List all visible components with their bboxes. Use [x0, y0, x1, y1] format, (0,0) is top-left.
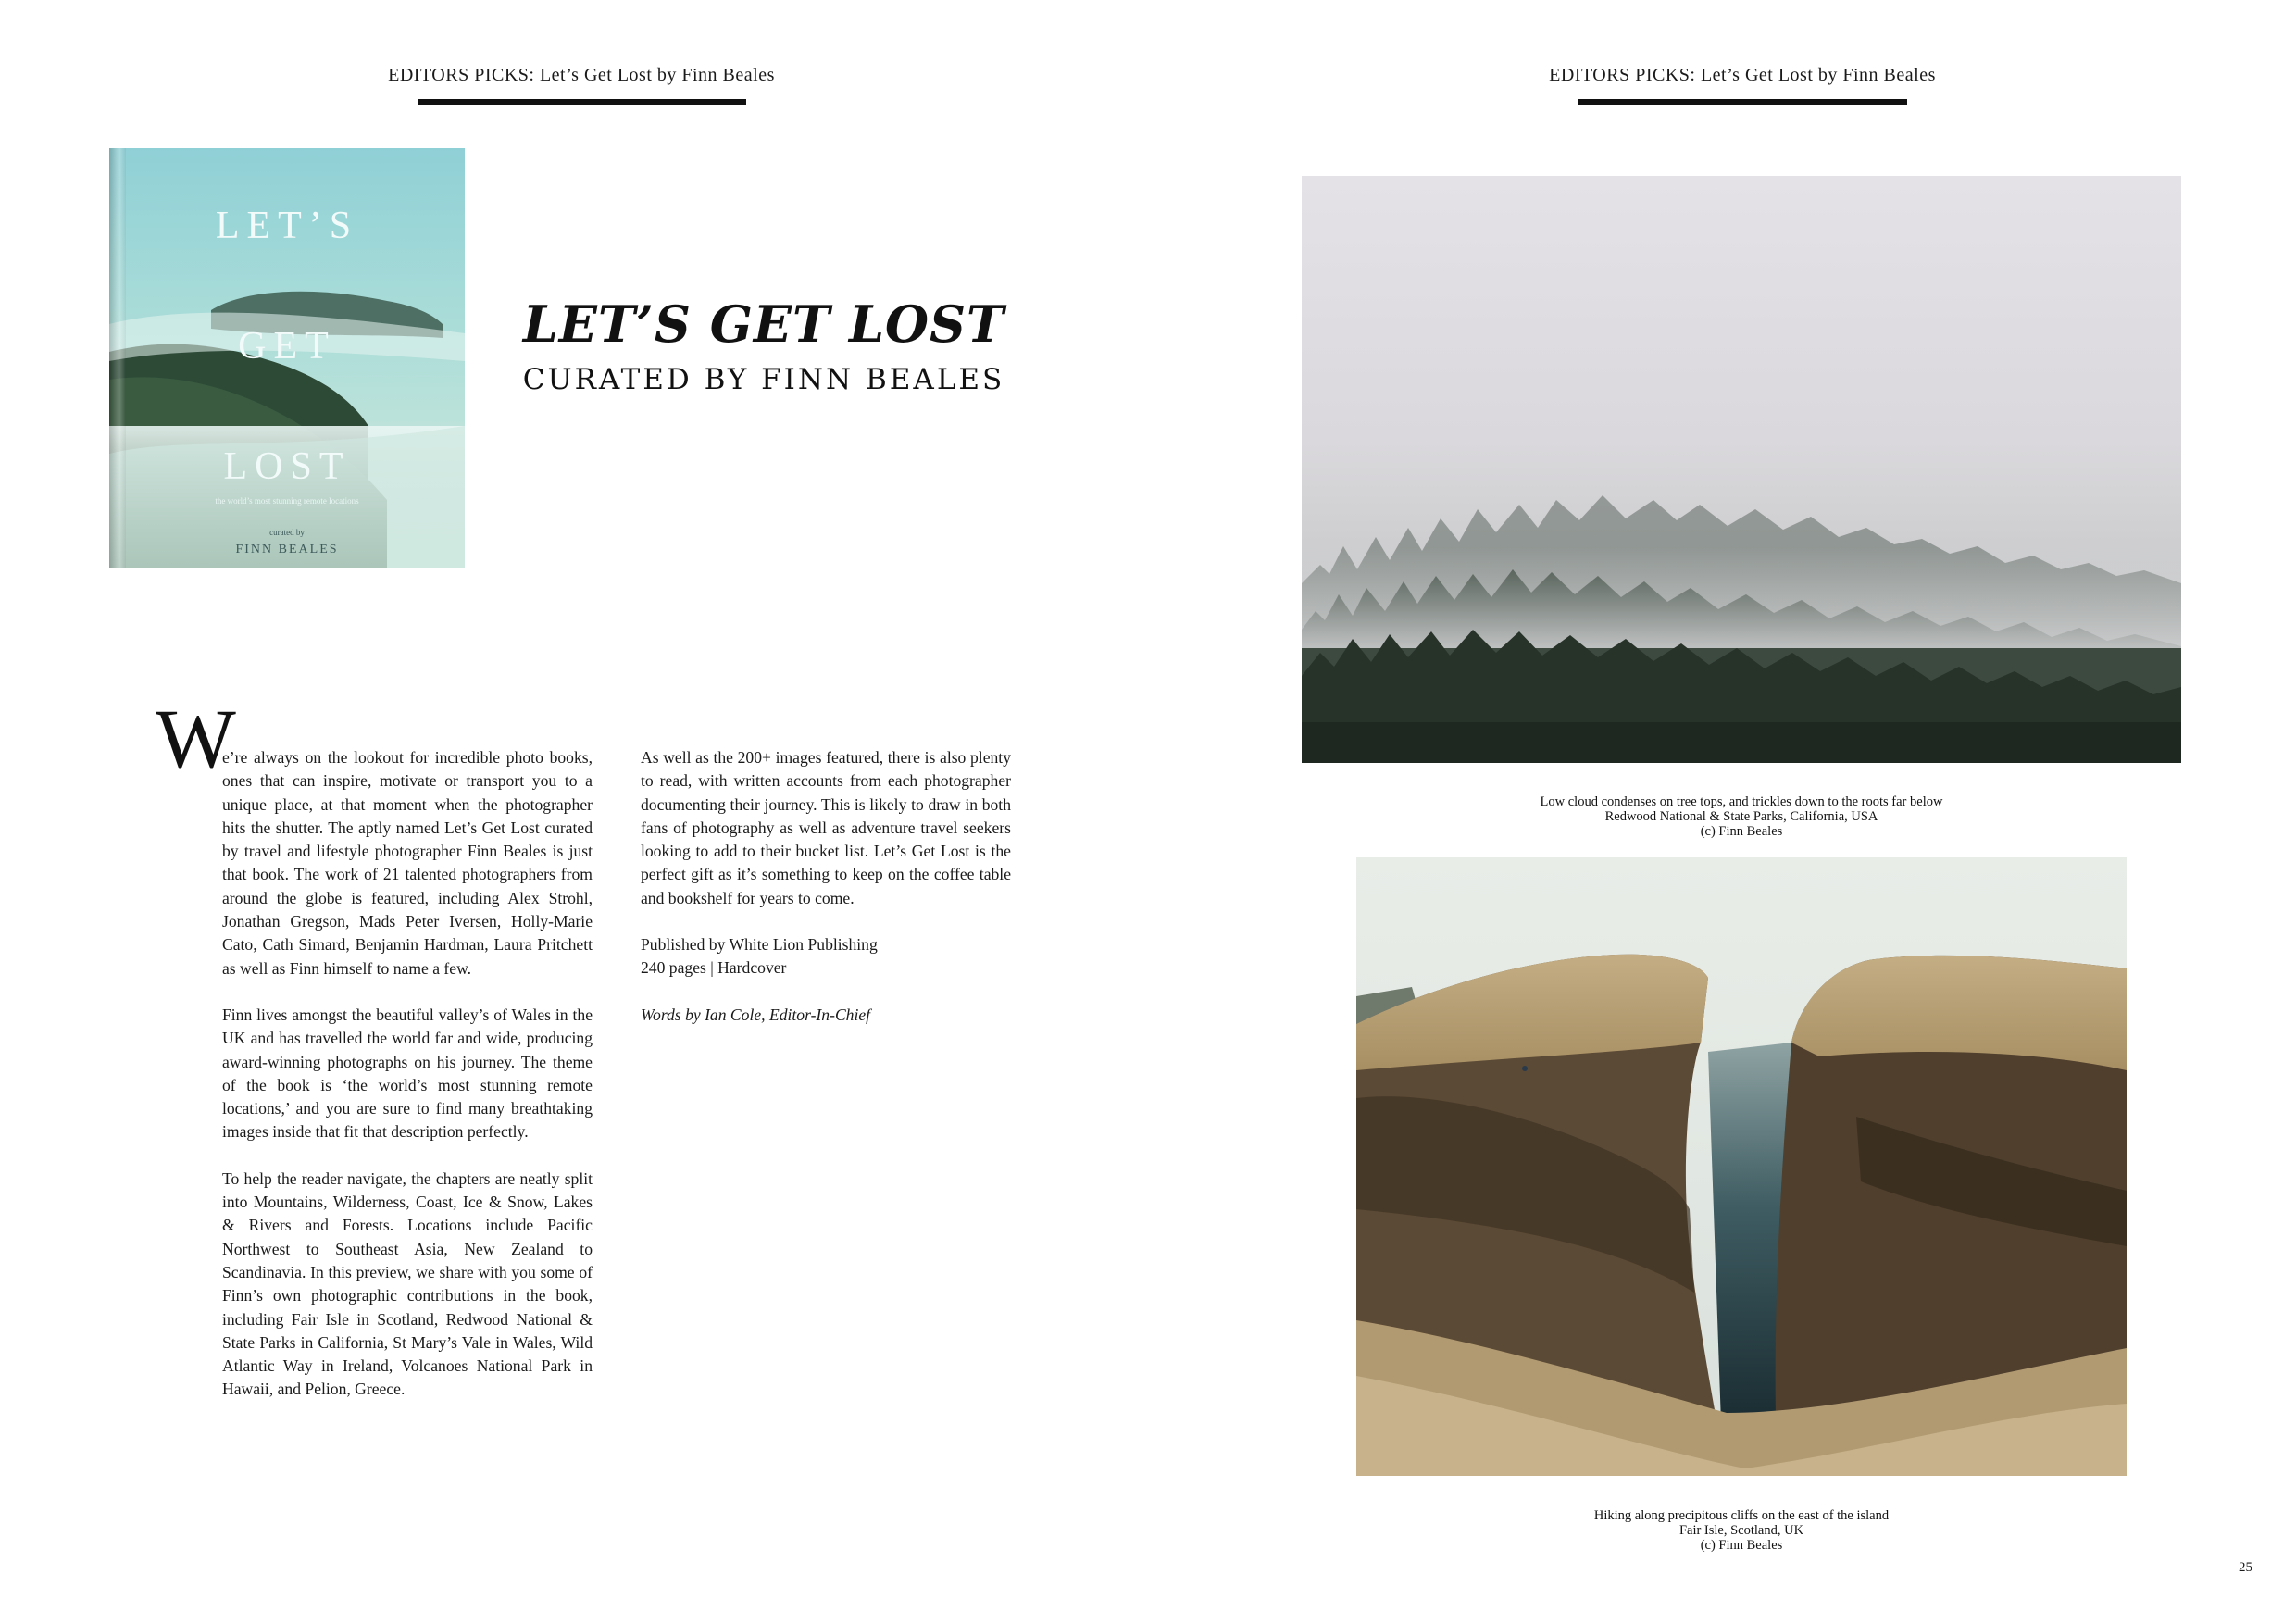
article-subtitle: CURATED BY FINN BEALES	[522, 363, 1005, 396]
cover-title-word-2: GET	[238, 325, 336, 368]
cover-title-word-3: LOST	[223, 445, 351, 488]
book-cover	[109, 148, 465, 568]
cover-tagline: the world’s most stunning remote locations	[215, 496, 359, 506]
caption-cliffs-description: Hiking along precipitous cliffs on the east of the island	[1593, 1508, 1890, 1523]
caption-cliffs-credit: (c) Finn Beales	[1700, 1538, 1783, 1553]
caption-forest	[1371, 794, 2112, 839]
caption-forest-description: Low cloud condenses on tree tops, and trickles down to the roots far below	[1540, 794, 1943, 809]
paragraph-1: e’re always on the lookout for incredible photo books, ones that can inspire, motivate or transport you to a unique place, at that moment when the photographer hits the shutter. The aptly named Let’s Get Lost curated by travel and lifestyle photographer Finn Beales is just that book. The work of 21 talented photographers from around the globe is featured, including Alex Strohl, Jonathan Gregson, Mads Peter Iversen, Holly-Marie Cato, Cath Simard, Benjamin Hardman, Laura Pritchett as well as Finn himself to name a few.	[222, 748, 593, 978]
page-number: 25	[2239, 1560, 2252, 1575]
running-header-left-text: EDITORS PICKS: Let’s Get Lost by Finn Beales	[388, 65, 775, 85]
caption-forest-credit: (c) Finn Beales	[1700, 824, 1783, 839]
body-column-left	[222, 746, 593, 1425]
photo-misty-forest	[1302, 176, 2181, 763]
paragraph-3: To help the reader navigate, the chapters are neatly split into Mountains, Wilderness, Coast, Ice & Snow, Lakes & Rivers and Forests. Locations include Pacific Northwest to Southeast Asia, New Zealand to Scandinavia. In this preview, we share with you some of Finn’s own photographic contributions in the book, including Fair Isle in Scotland, Redwood National & State Parks in California, St Mary’s Vale in Wales, Wild Atlantic Way in Ireland, Volcanoes National Park in Hawaii, and Pelion, Greece.	[222, 1168, 593, 1399]
paragraph-2: Finn lives amongst the beautiful valley’s of Wales in the UK and has travelled the world far and wide, producing award-winning photographs on his journey. The theme of the book is ‘the world’s most stunning remote locations,’ and you are sure to find many breathtaking images inside that fit that description perfectly.	[222, 1005, 593, 1142]
caption-forest-location: Redwood National & State Parks, California, USA	[1604, 809, 1878, 824]
header-rule-right	[1578, 99, 1907, 105]
publisher: Published by White Lion Publishing	[641, 935, 878, 955]
cover-title-word-1: LET’S	[215, 205, 359, 247]
cover-author: FINN BEALES	[235, 543, 339, 556]
running-header-right	[1502, 65, 1983, 105]
article-title: LET’S GET LOST	[522, 294, 1005, 354]
paragraph-4: As well as the 200+ images featured, there is also plenty to read, with written accounts from each photographer documenting their journey. This is likely to draw in both fans of photography as well as adventure travel seekers looking to add to their bucket list. Let’s Get Lost is the perfect gift as it’s something to keep on the coffee table and bookshelf for years to come.	[641, 748, 1011, 907]
hiker	[1522, 1066, 1528, 1071]
book-format: 240 pages | Hardcover	[641, 958, 787, 978]
caption-cliffs-location: Fair Isle, Scotland, UK	[1678, 1523, 1804, 1538]
publication-info	[641, 933, 1011, 981]
caption-cliffs	[1371, 1508, 2112, 1553]
drop-cap: W	[156, 692, 236, 786]
running-header-right-text: EDITORS PICKS: Let’s Get Lost by Finn Beales	[1549, 65, 1936, 85]
body-column-right	[641, 746, 1011, 1050]
header-rule-left	[418, 99, 746, 105]
cover-curated-by: curated by	[269, 528, 305, 537]
byline: Words by Ian Cole, Editor-In-Chief	[641, 1005, 871, 1024]
running-header-left	[341, 65, 822, 105]
photo-sea-cliffs	[1356, 857, 2127, 1476]
